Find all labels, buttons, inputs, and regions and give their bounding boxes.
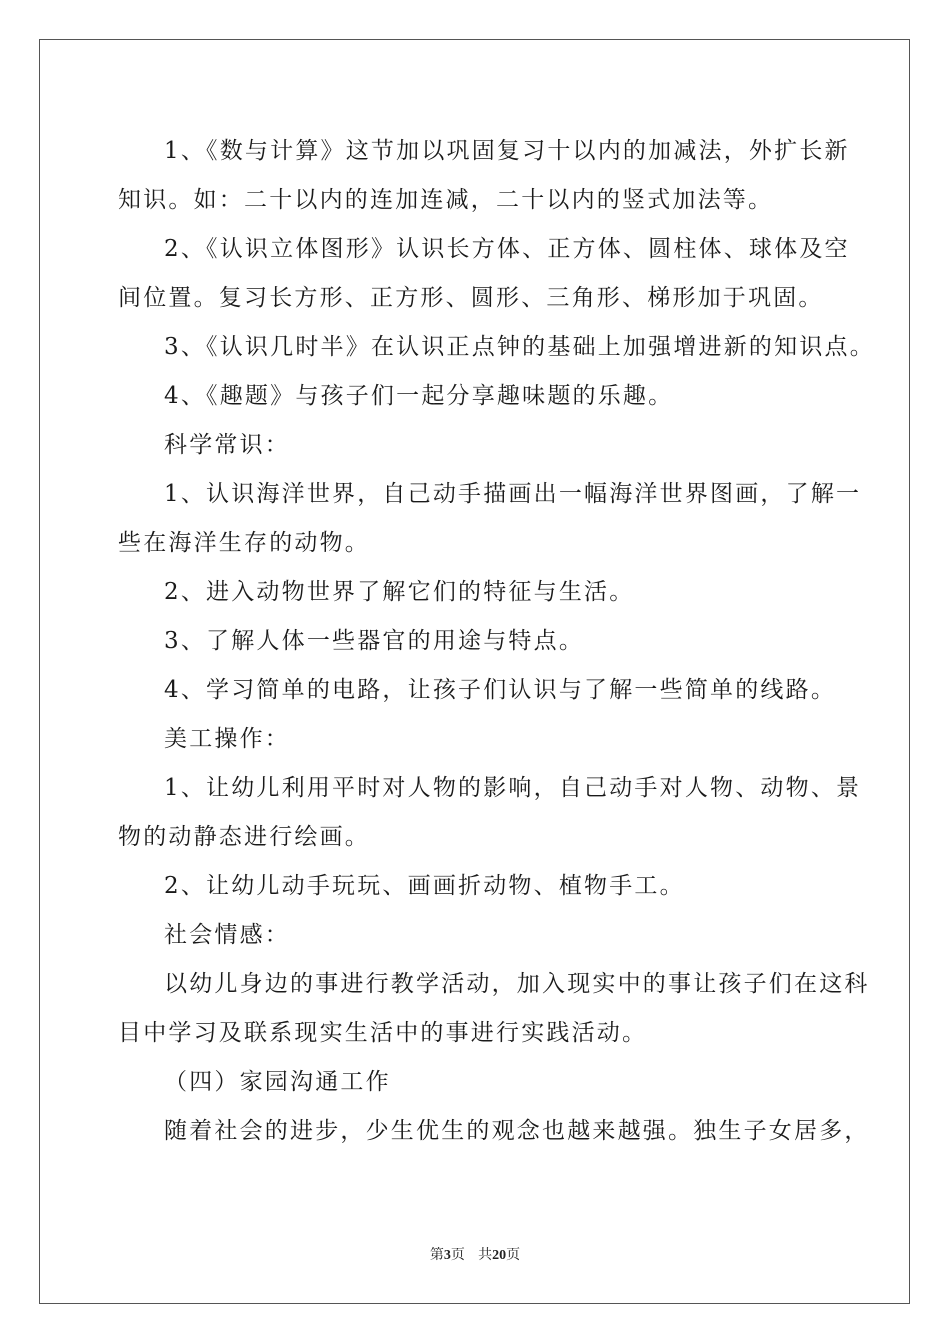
text-line: 3、《认识几时半》在认识正点钟的基础上加强增进新的知识点。 — [164, 334, 875, 360]
text-line: 1、《数与计算》这节加以巩固复习十以内的加减法，外扩长新 — [164, 138, 850, 164]
total-suffix: 页 — [506, 1247, 521, 1263]
text-line: 3、了解人体一些器官的用途与特点。 — [164, 628, 585, 654]
text-line: 2、进入动物世界了解它们的特征与生活。 — [164, 579, 635, 605]
text-line: 知识。如：二十以内的连加连减，二十以内的竖式加法等。 — [118, 187, 774, 213]
text-line: 以幼儿身边的事进行教学活动，加入现实中的事让孩子们在这科 — [164, 971, 870, 997]
section-heading: 社会情感： — [164, 922, 290, 948]
total-pages: 20 — [492, 1248, 507, 1263]
total-prefix: 共 — [478, 1247, 493, 1263]
text-line: 2、《认识立体图形》认识长方体、正方体、圆柱体、球体及空 — [164, 236, 850, 262]
section-heading: （四）家园沟通工作 — [164, 1069, 391, 1095]
text-line: 1、让幼儿利用平时对人物的影响，自己动手对人物、动物、景 — [164, 775, 862, 801]
text-line: 物的动静态进行绘画。 — [118, 824, 370, 850]
text-line: 随着社会的进步，少生优生的观念也越来越强。独生子女居多， — [164, 1118, 870, 1144]
text-line: 4、《趣题》与孩子们一起分享趣味题的乐趣。 — [164, 383, 674, 409]
text-line: 目中学习及联系现实生活中的事进行实践活动。 — [118, 1020, 648, 1046]
page-footer — [0, 1244, 950, 1264]
page-suffix: 页 — [450, 1247, 465, 1263]
page-number: 3 — [443, 1248, 451, 1263]
text-line: 些在海洋生存的动物。 — [118, 530, 370, 556]
text-line: 间位置。复习长方形、正方形、圆形、三角形、梯形加于巩固。 — [118, 285, 824, 311]
document-body — [118, 127, 875, 1156]
section-heading: 科学常识： — [164, 432, 290, 458]
text-line: 4、学习简单的电路，让孩子们认识与了解一些简单的线路。 — [164, 677, 837, 703]
text-line: 2、让幼儿动手玩玩、画画折动物、植物手工。 — [164, 873, 685, 899]
page-prefix: 第 — [429, 1247, 444, 1263]
section-heading: 美工操作： — [164, 726, 290, 752]
text-line: 1、认识海洋世界，自己动手描画出一幅海洋世界图画，了解一 — [164, 481, 862, 507]
